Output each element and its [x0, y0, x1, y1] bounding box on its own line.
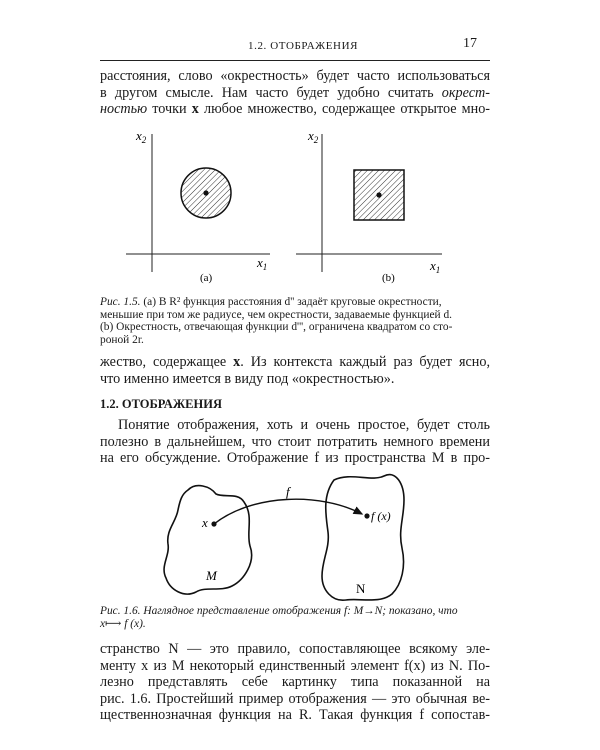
paragraph-4-line-4: рис. 1.6. Простейший пример отображения — это обычная ве-: [100, 690, 490, 707]
text-span: (a) В R² функция расстояния d'' задаёт круговые окрестности,: [143, 296, 442, 308]
text-span: жество, содержащее: [100, 354, 227, 370]
axis-x-left-label: $x_1$: [257, 255, 268, 272]
axis-y-left-label: $x_2$: [136, 128, 147, 145]
caption-1-5-line-3: (b) Окрестность, отвечающая функции d''', ограничена квадратом со сто-: [100, 321, 453, 334]
label-fx: f (x): [371, 509, 391, 523]
text-span: в другом смысле. Нам часто будет удобно считать: [100, 84, 434, 101]
label-n: N: [356, 581, 366, 596]
italic-term: окрест-: [441, 84, 490, 101]
center-point-left: [203, 190, 208, 195]
caption-figure-1-5: [100, 296, 490, 346]
figure-1-6: [0, 460, 600, 610]
mapping-arrow: [214, 499, 362, 524]
text-span: . Из контекста каждый раз будет ясно,: [240, 354, 491, 370]
label-m: M: [206, 568, 217, 583]
paragraph-2-line-1: [100, 354, 490, 371]
label-x: x: [202, 515, 208, 530]
caption-1-5-line-2: меньшие при том же радиусе, чем окрестности, задаваемые функцией d.: [100, 308, 453, 321]
caption-figure-1-6: [100, 605, 490, 630]
paragraph-3-line-3: на его обсуждение. Отображение f из пространства M в про-: [100, 450, 490, 467]
page-number: 17: [463, 36, 477, 51]
paragraph-4-line-2: менту x из M некоторый единственный элемент f(x) из N. По-: [100, 657, 490, 674]
caption-1-6-line-2: x⟼ f (x).: [100, 617, 146, 630]
text-span: точки: [152, 101, 187, 118]
paragraph-4-line-5: щественнозначная функция на R. Такая функция f сопостав-: [100, 707, 490, 724]
paragraph-4-line-3: лезно представлять себе картинку типа показанной на: [100, 674, 490, 691]
paragraph-3-line-1: Понятие отображения, хоть и очень простое, будет столь: [118, 417, 490, 433]
point-fx: [364, 513, 369, 518]
paragraph-4-line-1: странство N — это правило, сопоставляющее всякому эле-: [100, 641, 490, 657]
caption-prefix: Рис. 1.5.: [100, 296, 141, 308]
paragraph-4: [100, 641, 490, 724]
axis-x-right-label: $x_1$: [430, 258, 441, 275]
caption-1-6-line-1: Рис. 1.6. Наглядное представление отображения f: M→N; показано, что: [100, 605, 458, 617]
panel-label-b: (b): [382, 272, 395, 284]
paragraph-2: [100, 354, 490, 387]
figure-1-5: [0, 0, 600, 300]
caption-1-5-line-1: [100, 296, 490, 309]
panel-label-a: (a): [200, 272, 213, 284]
italic-term: ностью: [100, 101, 148, 118]
bold-x: x: [191, 101, 199, 118]
axis-y-right-label: $x_2$: [308, 128, 319, 145]
bold-x: x: [233, 354, 241, 370]
center-point-right: [376, 192, 381, 197]
paragraph-2-line-2: что именно имеется в виду под «окрестностью».: [100, 370, 395, 387]
running-title: 1.2. ОТОБРАЖЕНИЯ: [248, 40, 359, 52]
paragraph-3-line-2: полезно в дальнейшем, что стоит потратить немного времени: [100, 433, 490, 450]
text-span: любое множество, содержащее открытое мно-: [203, 101, 491, 118]
section-heading: 1.2. ОТОБРАЖЕНИЯ: [100, 397, 222, 411]
caption-1-5-line-4: роной 2r.: [100, 333, 144, 346]
label-f: f: [286, 484, 290, 499]
paragraph-1-line-1: расстояния, слово «окрестность» будет часто использоваться: [100, 68, 490, 84]
